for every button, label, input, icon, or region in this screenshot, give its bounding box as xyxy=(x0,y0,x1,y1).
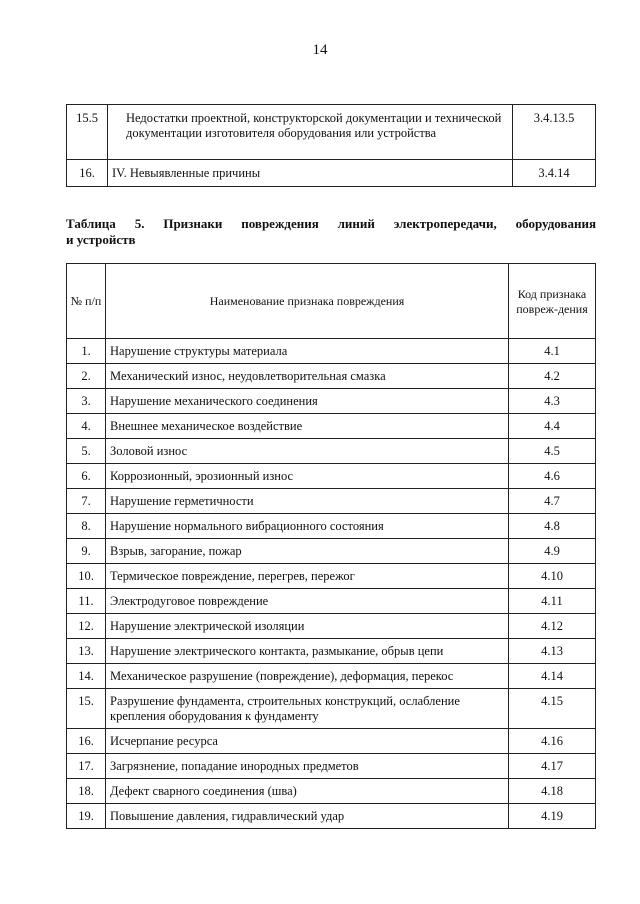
row-name: Электродуговое повреждение xyxy=(106,589,509,614)
table-row xyxy=(67,754,596,779)
row-number: 13. xyxy=(67,639,106,664)
row-name: Нарушение электрической изоляции xyxy=(106,614,509,639)
table-row xyxy=(67,804,596,829)
caption-word: 5. xyxy=(134,216,145,231)
row-code: 4.18 xyxy=(509,779,596,804)
row-name: Нарушение нормального вибрационного состояния xyxy=(106,514,509,539)
row-name: Нарушение электрического контакта, размыкание, обрыв цепи xyxy=(106,639,509,664)
row-number: 3. xyxy=(67,389,106,414)
table-caption xyxy=(66,216,596,248)
row-code: 4.4 xyxy=(509,414,596,439)
row-number: 9. xyxy=(67,539,106,564)
row-name: Дефект сварного соединения (шва) xyxy=(106,779,509,804)
table-row xyxy=(67,539,596,564)
row-number: 16. xyxy=(67,729,106,754)
table-row xyxy=(67,664,596,689)
table-row xyxy=(67,689,596,729)
table-row xyxy=(67,639,596,664)
row-code: 4.3 xyxy=(509,389,596,414)
row-name: Механическое разрушение (повреждение), деформация, перекос xyxy=(106,664,509,689)
caption-word: электропередачи, xyxy=(393,216,497,231)
row-name: Недостатки проектной, конструкторской документации и технической документации изготовителя оборудования или устройства xyxy=(108,105,513,160)
row-code: 4.2 xyxy=(509,364,596,389)
row-code: 4.10 xyxy=(509,564,596,589)
row-code: 3.4.14 xyxy=(513,160,596,187)
row-number: 10. xyxy=(67,564,106,589)
row-number: 17. xyxy=(67,754,106,779)
table-row xyxy=(67,514,596,539)
table-row xyxy=(67,779,596,804)
table-body xyxy=(67,339,596,829)
row-code: 4.6 xyxy=(509,464,596,489)
row-number: 14. xyxy=(67,664,106,689)
row-code: 4.5 xyxy=(509,439,596,464)
row-number: 1. xyxy=(67,339,106,364)
row-code: 4.1 xyxy=(509,339,596,364)
row-code: 4.19 xyxy=(509,804,596,829)
row-name: Взрыв, загорание, пожар xyxy=(106,539,509,564)
header-number: № п/п xyxy=(67,264,106,339)
row-name: Нарушение структуры материала xyxy=(106,339,509,364)
continued-causes-table xyxy=(66,104,596,187)
row-number: 19. xyxy=(67,804,106,829)
table-row xyxy=(67,160,596,187)
row-number: 12. xyxy=(67,614,106,639)
caption-word: Таблица xyxy=(66,216,116,231)
table-row xyxy=(67,464,596,489)
row-name: Повышение давления, гидравлический удар xyxy=(106,804,509,829)
row-number: 6. xyxy=(67,464,106,489)
row-name: Коррозионный, эрозионный износ xyxy=(106,464,509,489)
page-number: 14 xyxy=(312,42,328,58)
row-code: 3.4.13.5 xyxy=(513,105,596,160)
table-row xyxy=(67,614,596,639)
row-number: 2. xyxy=(67,364,106,389)
row-name: Нарушение механического соединения xyxy=(106,389,509,414)
caption-word: линий xyxy=(337,216,375,231)
table-row xyxy=(67,564,596,589)
row-number: 7. xyxy=(67,489,106,514)
row-code: 4.13 xyxy=(509,639,596,664)
table-row xyxy=(67,339,596,364)
row-code: 4.12 xyxy=(509,614,596,639)
caption-word: повреждения xyxy=(241,216,319,231)
caption-word: оборудования xyxy=(515,216,596,231)
table-row xyxy=(67,105,596,160)
caption-word: Признаки xyxy=(163,216,223,231)
row-name: Разрушение фундамента, строительных конструкций, ослабление крепления оборудования к фундаменту xyxy=(106,689,509,729)
table-row xyxy=(67,489,596,514)
row-number: 15.5 xyxy=(67,105,108,160)
row-code: 4.17 xyxy=(509,754,596,779)
header-name: Наименование признака повреждения xyxy=(106,264,509,339)
table-header-row xyxy=(67,264,596,339)
row-name: Исчерпание ресурса xyxy=(106,729,509,754)
row-number: 8. xyxy=(67,514,106,539)
row-code: 4.16 xyxy=(509,729,596,754)
row-number: 11. xyxy=(67,589,106,614)
row-code: 4.14 xyxy=(509,664,596,689)
row-name: Золовой износ xyxy=(106,439,509,464)
header-code: Код признака повреж-дения xyxy=(509,264,596,339)
row-number: 5. xyxy=(67,439,106,464)
table-row xyxy=(67,729,596,754)
table-row xyxy=(67,414,596,439)
row-name: Механический износ, неудовлетворительная смазка xyxy=(106,364,509,389)
damage-signs-table xyxy=(66,263,596,829)
row-name: Внешнее механическое воздействие xyxy=(106,414,509,439)
row-number: 18. xyxy=(67,779,106,804)
row-name: Термическое повреждение, перегрев, пережог xyxy=(106,564,509,589)
table-row xyxy=(67,389,596,414)
row-number: 16. xyxy=(67,160,108,187)
table-row xyxy=(67,439,596,464)
row-code: 4.15 xyxy=(509,689,596,729)
row-name: IV. Невыявленные причины xyxy=(108,160,513,187)
row-code: 4.7 xyxy=(509,489,596,514)
caption-line-1 xyxy=(66,216,596,232)
row-code: 4.11 xyxy=(509,589,596,614)
row-name: Загрязнение, попадание инородных предметов xyxy=(106,754,509,779)
caption-line-2: и устройств xyxy=(66,232,136,247)
row-code: 4.9 xyxy=(509,539,596,564)
row-number: 15. xyxy=(67,689,106,729)
table-row xyxy=(67,364,596,389)
row-name: Нарушение герметичности xyxy=(106,489,509,514)
row-number: 4. xyxy=(67,414,106,439)
table-row xyxy=(67,589,596,614)
row-code: 4.8 xyxy=(509,514,596,539)
